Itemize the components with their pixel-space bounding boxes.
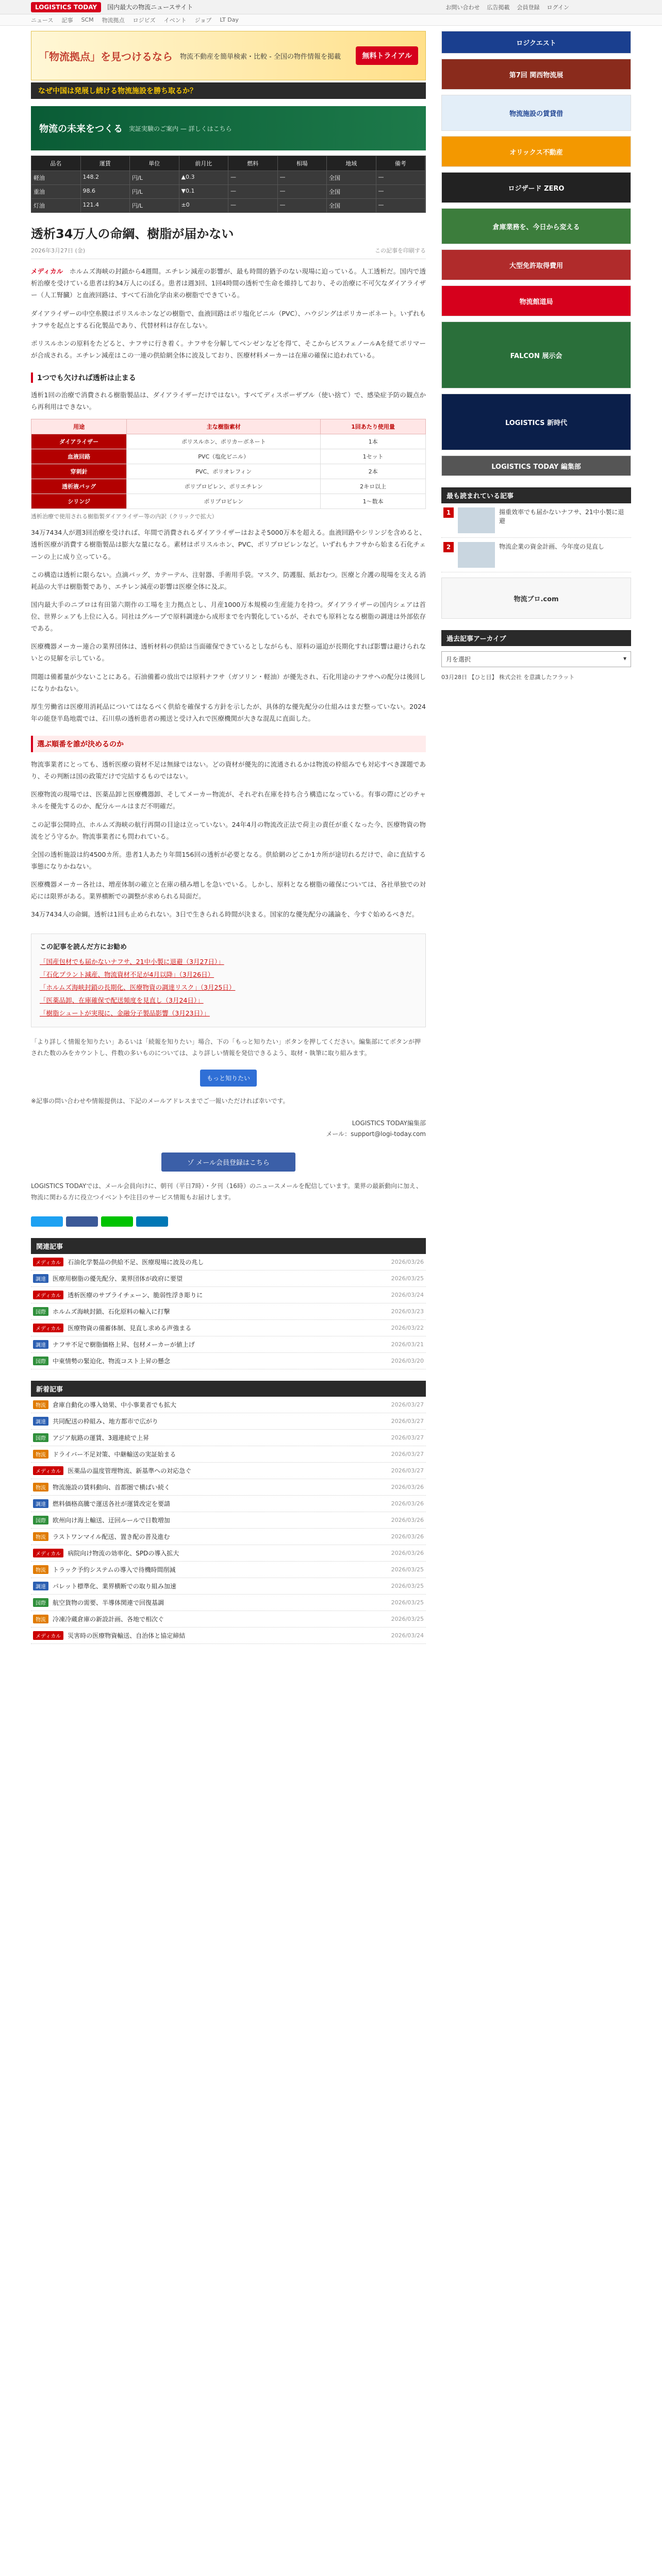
list-item-date: 2026/03/23	[391, 1308, 424, 1315]
paragraph	[31, 265, 426, 301]
paragraph: 34万7434人の命綱。透析は1回も止められない。3日で生きられる時間が決まる。国家的な優先配分の議論を、今すぐ始めるべきだ。	[31, 910, 419, 919]
recommended-list	[40, 955, 417, 1020]
related-articles-list	[31, 1254, 426, 1369]
ticker-cell: —	[278, 199, 327, 212]
ticker-cell: 121.4	[81, 199, 130, 212]
sidebar-ad[interactable]: ロジザード ZERO	[441, 172, 631, 203]
paragraph: 透析1回の治療で消費される樹脂製品は、ダイアライザーだけではない。すべてディスポーザブル（使い捨て）で、感染症予防の観点から再利用はできない。	[31, 391, 426, 411]
list-item-date: 2026/03/21	[391, 1341, 424, 1348]
site-tagline: 国内最大の物流ニュースサイト	[107, 4, 193, 11]
green-ad-sub: 実証実験のご案内 — 詳しくはこちら	[129, 125, 232, 132]
list-item[interactable]	[31, 1397, 426, 1413]
category-badge: 調達	[33, 1417, 48, 1426]
rank-title: 物流企業の資金計画、今年度の見直し	[499, 543, 605, 550]
category-badge: 調達	[33, 1582, 48, 1590]
member-signup-button[interactable]: ゾ メール会員登録はこちら	[161, 1153, 295, 1172]
list-item-title[interactable]: 航空貨物の需要、半導体関連で回復基調	[53, 1599, 164, 1607]
list-item-date: 2026/03/26	[391, 1500, 424, 1507]
list-item-date: 2026/03/26	[391, 1550, 424, 1557]
paragraph-text: ホルムズ海峡の封鎖から4週間。エチレン減産の影響が、最も時間的猶予のない現場に迫っている。人工透析だ。国内で透析治療を受けている患者は約34万人にのぼる。患者は週3回、1回4時間の透析で生命を維持しており、その治療に不可欠なダイアライザー（人工腎臓）と血液回路は、すべて石油化学由来の樹脂でできている。	[31, 267, 426, 299]
list-item-date: 2026/03/25	[391, 1275, 424, 1282]
recommended-link[interactable]: 「医薬品卸、在庫確保で配送頻度を見直し（3月24日）」	[40, 996, 204, 1005]
list-item[interactable]	[31, 1512, 426, 1529]
list-item[interactable]	[31, 1463, 426, 1479]
table-cell: ダイアライザー	[31, 434, 127, 449]
nav-articles[interactable]: 記事	[61, 16, 73, 24]
print-link[interactable]: この記事を印刷する	[375, 247, 426, 255]
feedback-note: 「より詳しく情報を知りたい」あるいは「続報を知りたい」場合、下の「もっと知りたい」ボタンを押してください。編集部にてボタンが押された数のみをカウントし、件数の多いものについては、より詳しい情報を発信できるよう、取材・執筆に取り組みます。	[31, 1038, 421, 1057]
category-badge: 物流	[33, 1400, 48, 1409]
sidebar-ad[interactable]: 物流館道局	[441, 285, 631, 316]
ticker-col: 品名	[31, 156, 81, 171]
more-info-button[interactable]: もっと知りたい	[200, 1070, 257, 1087]
rank-number: 1	[443, 507, 454, 518]
category-badge: 物流	[33, 1565, 48, 1574]
list-item-title[interactable]: 欧州向け海上輸送、迂回ルールで日数増加	[53, 1517, 170, 1524]
register-link[interactable]: 会員登録	[517, 4, 540, 11]
list-item[interactable]	[31, 1562, 426, 1578]
contact-note: ※記事の問い合わせや情報提供は、下記のメールアドレスまでご一報いただければ幸いです。	[31, 1097, 289, 1105]
article-meta	[31, 246, 426, 259]
list-item[interactable]	[31, 1479, 426, 1496]
category-badge: 物流	[33, 1483, 48, 1492]
list-item-date: 2026/03/26	[391, 1533, 424, 1540]
share-buttons	[31, 1216, 426, 1227]
list-item-date: 2026/03/25	[391, 1566, 424, 1573]
ticker-cell: 重油	[31, 185, 81, 198]
list-item[interactable]	[31, 1254, 426, 1270]
nav-scm[interactable]: SCM	[81, 16, 94, 23]
latest-articles-list	[31, 1397, 426, 1644]
ticker-cell: —	[228, 199, 278, 212]
list-item-title[interactable]: 物流施設の賃料動向、首都圏で横ばい続く	[53, 1484, 171, 1492]
archive-calendar-text: 03月28日 【ひと目】 株式会社 を意識したフラット	[441, 674, 575, 681]
list-item-title[interactable]: ナフサ不足で樹脂価格上昇、包材メーカーが値上げ	[53, 1341, 195, 1349]
twitter-share-icon[interactable]	[31, 1216, 63, 1227]
ticker-cell: —	[376, 199, 426, 212]
category-badge: 国際	[33, 1516, 48, 1524]
ticker-header	[31, 156, 425, 171]
list-item-title[interactable]: 医療用樹脂の優先配分、業界団体が政府に要望	[53, 1275, 183, 1283]
table-cell: ポリプロピレン	[127, 494, 321, 509]
list-item[interactable]	[31, 1336, 426, 1353]
ticker-cell: 円/L	[130, 185, 179, 198]
sidebar-ad[interactable]: 大型免許取得費用	[441, 249, 631, 280]
list-item-date: 2026/03/26	[391, 1259, 424, 1266]
ticker-cell: ±0	[179, 199, 229, 212]
list-item-date: 2026/03/24	[391, 1292, 424, 1299]
sidebar-ad[interactable]: 物流ブロ.com	[441, 578, 631, 619]
list-item-title[interactable]: 医療物資の備蓄体制、見直し求める声強まる	[68, 1325, 192, 1332]
table-header: 用途	[31, 419, 127, 434]
recommended-link[interactable]: 「ホルムズ海峡封鎖の長期化、医療物資の調達リスク」（3月25日）	[40, 984, 236, 992]
section-heading: 1つでも欠ければ透析は止まる	[31, 372, 426, 383]
category-badge: 国際	[33, 1433, 48, 1442]
related-articles-heading: 関連記事	[31, 1238, 426, 1254]
sidebar-ad[interactable]: LOGISTICS 新時代	[441, 394, 631, 450]
article-body	[31, 265, 426, 920]
table-cell: 1セット	[321, 449, 426, 464]
ticker-cell: —	[228, 185, 278, 198]
category-badge: 調達	[33, 1340, 48, 1349]
recommended-link[interactable]: 「石化プラント減産、物流資材不足が4月以降」（3月26日）	[40, 971, 214, 979]
ticker-cell: 全国	[327, 185, 376, 198]
category-badge: 物流	[33, 1532, 48, 1541]
sidebar-ad[interactable]: オリックス不動産	[441, 136, 631, 167]
editorial-signature	[31, 1118, 426, 1139]
sidebar-ad[interactable]: LOGISTICS TODAY 編集部	[441, 455, 631, 476]
category-badge: 物流	[33, 1450, 48, 1459]
category-badge: 調達	[33, 1499, 48, 1508]
table-row	[31, 449, 426, 464]
price-ticker	[31, 156, 426, 213]
paragraph: この構造は透析に限らない。点滴バッグ、カテーテル、注射器、手術用手袋。マスク、防護服、紙おむつ。医療と介護の現場を支える消耗品の大半は樹脂製であり、エチレン減産の影響は医療全体に及ぶ。	[31, 570, 426, 590]
line-share-icon[interactable]	[101, 1216, 133, 1227]
ticker-cell: —	[376, 171, 426, 184]
chevron-down-icon: ▾	[623, 655, 626, 662]
ticker-col: 備考	[376, 156, 426, 171]
list-item-title[interactable]: 倉庫自動化の導入効果、中小事業者でも拡大	[53, 1401, 177, 1409]
list-item[interactable]	[31, 1320, 426, 1336]
select-label: 月を選択	[446, 656, 471, 663]
recommended-box	[31, 934, 426, 1027]
list-item[interactable]	[31, 1529, 426, 1545]
list-item-title[interactable]: パレット標準化、業界横断での取り組み加速	[53, 1583, 176, 1590]
rank-thumbnail	[458, 542, 495, 568]
list-item-title[interactable]: トラック予約システムの導入で待機時間削減	[53, 1566, 176, 1574]
paragraph: 医療機器メーカー連合の業界団体は、透析材料の供給は当面確保できているとしながらも、原料の逼迫が長期化すれば影響は避けられないとの見解を示している。	[31, 642, 426, 663]
editorial-email[interactable]: メール：support@logi-today.com	[326, 1130, 426, 1138]
ticker-cell: 軽油	[31, 171, 81, 184]
list-item-title[interactable]: 医薬品の温度管理物流、新基準への対応急ぐ	[68, 1467, 192, 1475]
table-cell: PVC（塩化ビニル）	[127, 449, 321, 464]
banner-cta-button[interactable]: 無料トライアル	[356, 46, 418, 65]
ticker-cell: 148.2	[81, 171, 130, 184]
category-badge: メディカル	[33, 1258, 63, 1266]
paragraph: 34万7434人が週3回治療を受ければ、年間で消費されるダイアライザーはおよそ5000万本を超える。血液回路やシリンジを含めると、透析医療が消費する樹脂製品は膨大な量になる。素材はポリスルホン、PVC、ポリプロピレンなど。いずれもナフサから始まる石化チェーンの上に成り立っている。	[31, 529, 426, 561]
list-item-date: 2026/03/27	[391, 1434, 424, 1442]
table-cell: 血液回路	[31, 449, 127, 464]
archive-month-select[interactable]	[441, 651, 631, 667]
ticker-col: 前月比	[179, 156, 229, 171]
list-item-title[interactable]: ホルムズ海峡封鎖、石化原料の輸入に打撃	[53, 1308, 170, 1316]
list-item-date: 2026/03/26	[391, 1484, 424, 1491]
list-item-title[interactable]: 透析医療のサプライチェーン、脆弱性浮き彫りに	[68, 1292, 203, 1299]
table-header: 1回あたり使用量	[321, 419, 426, 434]
paragraph: この記事公開時点、ホルムズ海峡の航行再開の目途は立っていない。24年4月の物流改正法で荷主の責任が重くなった今、医療物資の物流をどう守るか。物流事業者にも問われている。	[31, 820, 426, 840]
table-header-row	[31, 419, 426, 434]
table-cell: 透析液バッグ	[31, 479, 127, 494]
nav-events[interactable]: イベント	[163, 16, 187, 24]
materials-table[interactable]	[31, 419, 426, 509]
list-item-title[interactable]: 冷凍冷蔵倉庫の新設計画、各地で相次ぐ	[53, 1616, 164, 1623]
ticker-cell: 円/L	[130, 199, 179, 212]
ranking-heading: 最も読まれている記事	[441, 487, 631, 503]
list-item[interactable]	[31, 1595, 426, 1611]
list-item[interactable]	[31, 1270, 426, 1287]
list-item[interactable]	[31, 1287, 426, 1303]
table-cell: ポリスルホン、ポリカーボネート	[127, 434, 321, 449]
category-badge: メディカル	[33, 1631, 63, 1640]
paragraph: 物流事業者にとっても、透析医療の資材不足は無縁ではない。どの資材が優先的に流通されるかは物流の枠組みでも対応すべき課題であり、その判断は国の政策だけで完結するものではない。	[31, 760, 426, 781]
ticker-col: 地域	[327, 156, 376, 171]
ticker-cell: 全国	[327, 171, 376, 184]
list-item[interactable]	[31, 1545, 426, 1562]
list-item-date: 2026/03/27	[391, 1451, 424, 1458]
ticker-cell: —	[278, 185, 327, 198]
linkedin-share-icon[interactable]	[136, 1216, 168, 1227]
sub-navigation	[0, 14, 662, 26]
ticker-col: 運賃	[81, 156, 130, 171]
category-badge: 物流	[33, 1615, 48, 1623]
archive-heading: 過去記事アーカイブ	[441, 630, 631, 646]
list-item[interactable]	[31, 1446, 426, 1463]
table-cell: 2キロ以上	[321, 479, 426, 494]
list-item[interactable]	[31, 1628, 426, 1644]
sidebar-ad[interactable]: 倉庫業務を、今日から変える	[441, 208, 631, 244]
ticker-cell: 98.6	[81, 185, 130, 198]
list-item[interactable]	[31, 1430, 426, 1446]
ticker-col: 単位	[130, 156, 179, 171]
login-link[interactable]: ログイン	[547, 4, 569, 11]
ticker-cell: 灯油	[31, 199, 81, 212]
top-bar	[0, 0, 662, 14]
list-item-title[interactable]: 災害時の医療物資輸送、自治体と協定締結	[68, 1632, 186, 1640]
category-badge: 国際	[33, 1598, 48, 1607]
ticker-cell: —	[376, 185, 426, 198]
green-ad[interactable]	[31, 106, 426, 150]
sidebar-ad[interactable]: FALCON 展示会	[441, 321, 631, 388]
rank-number: 2	[443, 542, 454, 552]
rank-title: 揚重效率でも届かないナフサ、21中小製に退避	[499, 509, 624, 524]
main-column	[31, 26, 426, 1644]
table-header: 主な樹脂素材	[127, 419, 321, 434]
list-item-title[interactable]: アジア航路の運賃、3週連続で上昇	[53, 1434, 150, 1442]
banner-desc: 物流不動産を簡単検索・比較 - 全国の物件情報を掲載	[180, 53, 341, 61]
sidebar	[441, 26, 631, 683]
ticker-cell: ▲0.3	[179, 171, 229, 184]
paragraph: 医療物流の現場では、医薬品卸と医療機器卸、そしてメーカー物流が、それぞれ在庫を持ち合う構造になっている。有事の際にどのチャネルを優先するのか、配分ルールはまだ不明確だ。	[31, 790, 426, 810]
list-item[interactable]	[31, 1611, 426, 1628]
list-item-date: 2026/03/27	[391, 1401, 424, 1409]
sidebar-ad[interactable]: 第7回 関西物流展	[441, 59, 631, 90]
editorial-name: LOGISTICS TODAY編集部	[352, 1120, 426, 1127]
banner-headline: 「物流拠点」を見つけるなら	[39, 50, 173, 63]
ticker-cell: —	[278, 171, 327, 184]
ticker-cell: 全国	[327, 199, 376, 212]
banner-strip[interactable]: なぜ中国は発展し続ける物流施設を勝ち取るか？	[31, 82, 426, 99]
table-cell: PVC、ポリオレフィン	[127, 464, 321, 479]
sidebar-ad[interactable]: ロジクエスト	[441, 31, 631, 54]
ticker-cell: ▼0.1	[179, 185, 229, 198]
list-item[interactable]	[31, 1303, 426, 1320]
top-banner-ad[interactable]	[31, 31, 426, 80]
list-item-title[interactable]: 中東情勢の緊迫化、物流コスト上昇の懸念	[53, 1358, 171, 1365]
list-item-date: 2026/03/25	[391, 1599, 424, 1606]
ticker-row	[31, 198, 425, 212]
nav-ltday[interactable]: LT Day	[220, 16, 239, 23]
list-item[interactable]	[31, 1353, 426, 1369]
member-description: LOGISTICS TODAYでは、メール会員向けに、朝刊（平日7時）・夕刊（16時）のニュースメールを配信しています。業界の最新動向に加え、物流に関わる方に役立つイベントや注目のサービス情報もお届けします。	[31, 1182, 422, 1201]
category-badge: 国際	[33, 1357, 48, 1365]
list-item-date: 2026/03/20	[391, 1358, 424, 1365]
list-item-date: 2026/03/25	[391, 1616, 424, 1623]
site-logo[interactable]: LOGISTICS TODAY	[31, 2, 101, 12]
sidebar-ad[interactable]: 物流施設の賃貸借	[441, 95, 631, 131]
list-item[interactable]	[31, 1496, 426, 1512]
green-ad-title: 物流の未来をつくる	[39, 124, 123, 134]
table-caption[interactable]: 透析治療で使用される樹脂製ダイアライザー等の内訳（クリックで拡大）	[31, 513, 218, 520]
latest-articles-heading: 新着記事	[31, 1381, 426, 1397]
category-tag[interactable]: メディカル	[31, 267, 63, 276]
list-item[interactable]	[31, 1578, 426, 1595]
list-item-title[interactable]: 共同配送の枠組み、地方都市で広がり	[53, 1418, 158, 1426]
table-cell: シリンジ	[31, 494, 127, 509]
table-cell: 2本	[321, 464, 426, 479]
section-heading: 選ぶ順番を誰が決めるのか	[31, 736, 426, 752]
ticker-col: 相場	[278, 156, 327, 171]
recommended-link[interactable]: 「国産包材でも届かないナフサ、21中小製に退避（3月27日）」	[40, 958, 224, 966]
category-badge: メディカル	[33, 1466, 63, 1475]
list-item-date: 2026/03/25	[391, 1583, 424, 1590]
rank-thumbnail	[458, 507, 495, 533]
table-row	[31, 464, 426, 479]
table-row	[31, 494, 426, 509]
list-item-title[interactable]: 病院向け物流の効率化、SPDの導入拡大	[68, 1550, 179, 1557]
list-item-date: 2026/03/27	[391, 1418, 424, 1425]
top-links	[446, 3, 569, 11]
table-cell: 1本	[321, 434, 426, 449]
list-item-date: 2026/03/27	[391, 1467, 424, 1475]
ad-link[interactable]: 広告掲載	[487, 4, 510, 11]
ticker-col: 燃料	[228, 156, 278, 171]
list-item[interactable]	[31, 1413, 426, 1430]
category-badge: メディカル	[33, 1291, 63, 1299]
article-date: 2026年3月27日 (金)	[31, 247, 86, 255]
paragraph: 国内最大手のニプロは有田第六期作の工場を主力拠点とし、月産1000万本規模の生産能力を持つ。ダイアライザーの国内シェアは首位、世界シェアも上位に入る。同社はグループで原料調達から成形までを内製化しているが、それでも原料となる樹脂の調達は外部依存である。	[31, 600, 426, 633]
list-item-date: 2026/03/24	[391, 1632, 424, 1639]
recommended-heading: この記事を読んだ方にお勧め	[40, 943, 127, 952]
ticker-row	[31, 171, 425, 184]
list-item-title[interactable]: 石油化学製品の供給不足、医療現場に波及の兆し	[68, 1259, 204, 1266]
paragraph: 厚生労働省は医療用消耗品についてはなるべく供給を確保する方針を示したが、具体的な優先配分の仕組みはまだ整っていない。2024年の能登半島地震では、石川県の透析患者の搬送と受け入れで医療機関が大きな混乱に直面した。	[31, 702, 426, 722]
paragraph: ダイアライザーの中空糸膜はポリスルホンなどの樹脂で、血液回路はポリ塩化ビニル（PVC）、ハウジングはポリカーボネート。いずれもナフサを起点とする石化製品であり、代替材料は存在しない。	[31, 309, 426, 329]
table-cell: 穿刺針	[31, 464, 127, 479]
list-item-title[interactable]: ドライバー不足対策、中継輸送の実証始まる	[53, 1451, 176, 1459]
nav-hubs[interactable]: 物流拠点	[102, 16, 125, 24]
facebook-share-icon[interactable]	[66, 1216, 98, 1227]
table-row	[31, 479, 426, 494]
table-cell: ポリプロピレン、ポリエチレン	[127, 479, 321, 494]
recommended-link[interactable]: 「樹脂シュートが実現に、金融分子製品影響（3月23日）」	[40, 1009, 210, 1018]
category-badge: 国際	[33, 1307, 48, 1316]
paragraph: 医療機器メーカー各社は、増産体制の確立と在庫の積み増しを急いでいる。しかし、原料となる樹脂の確保については、各社単独での対応には限界がある。業界横断での調整が求められる局面だ。	[31, 880, 426, 901]
paragraph: ポリスルホンの原料をたどると、ナフサに行き着く。ナフサを分解してベンゼンなどを得て、そこからビスフェノールAを経てポリマーが合成される。エチレン減産はこの一連の供給網全体に波及しており、医療材料メーカーは在庫の確保に追われている。	[31, 339, 426, 359]
nav-news[interactable]: ニュース	[31, 16, 54, 24]
nav-jobs[interactable]: ジョブ	[194, 16, 212, 24]
ticker-row	[31, 184, 425, 198]
ticker-cell: 円/L	[130, 171, 179, 184]
ranking-item[interactable]	[441, 503, 631, 538]
list-item-title[interactable]: 燃料価格高騰で運送各社が運賃改定を要請	[53, 1500, 171, 1508]
category-badge: メディカル	[33, 1549, 63, 1557]
ranking-item[interactable]	[441, 538, 631, 572]
table-cell: 1〜数本	[321, 494, 426, 509]
table-row	[31, 434, 426, 449]
nav-logibiz[interactable]: ロジビズ	[133, 16, 156, 24]
article-title: 透析34万人の命綱、樹脂が届かない	[31, 227, 234, 241]
contact-link[interactable]: お問い合わせ	[445, 4, 480, 11]
paragraph: 全国の透析施設は約4500カ所。患者1人あたり年間156回の透析が必要となる。供給網のどこか1カ所が途切れるだけで、命に直結する事態になりかねない。	[31, 850, 426, 870]
paragraph: 問題は備蓄量が少ないことにある。石油備蓄の放出では原料ナフサ（ガソリン・軽油）が優先され、石化用途のナフサへの配分は後回しになりかねない。	[31, 672, 426, 692]
category-badge: メディカル	[33, 1324, 63, 1332]
list-item-date: 2026/03/26	[391, 1517, 424, 1524]
list-item-date: 2026/03/22	[391, 1325, 424, 1332]
category-badge: 調達	[33, 1274, 48, 1283]
ticker-cell: —	[228, 171, 278, 184]
list-item-title[interactable]: ラストワンマイル配送、置き配の普及進む	[53, 1533, 170, 1541]
